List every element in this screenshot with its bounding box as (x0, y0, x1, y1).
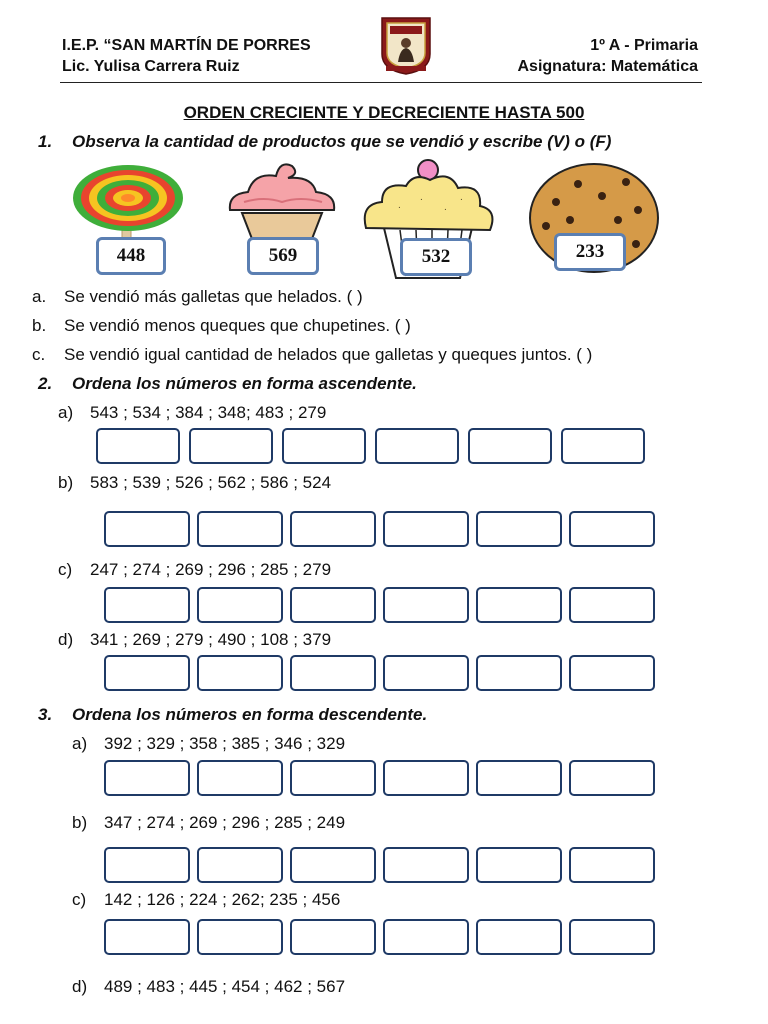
q2-b-numbers: 583 ; 539 ; 526 ; 562 ; 586 ; 524 (90, 473, 332, 492)
answer-box[interactable] (569, 919, 655, 955)
statement-b: Se vendió menos queques que chupetines. ( ) (64, 316, 411, 335)
answer-box[interactable] (197, 587, 283, 623)
q2-d-numbers: 341 ; 269 ; 279 ; 490 ; 108 ; 379 (90, 630, 332, 649)
svg-text:.: . (444, 202, 447, 213)
answer-box[interactable] (569, 760, 655, 796)
q3-b-answer-row (104, 847, 662, 883)
answer-box[interactable] (375, 428, 459, 464)
statement-c: Se vendió igual cantidad de helados que galletas y queques juntos. ( ) (64, 345, 593, 364)
q3-a-answer-row (104, 760, 662, 796)
answer-box[interactable] (290, 655, 376, 691)
q2-prompt: Ordena los números en forma ascendente. (72, 374, 417, 393)
q3-prompt: Ordena los números en forma descendente. (72, 705, 428, 724)
answer-box[interactable] (197, 760, 283, 796)
answer-box[interactable] (104, 760, 190, 796)
answer-box[interactable] (290, 760, 376, 796)
q3-number: 3. (38, 705, 53, 724)
q3-c-numbers: 142 ; 126 ; 224 ; 262; 235 ; 456 (104, 890, 341, 909)
school-crest-icon (378, 14, 434, 76)
ice-cream-count: 569 (247, 237, 319, 275)
answer-box[interactable] (383, 511, 469, 547)
answer-box[interactable] (569, 511, 655, 547)
answer-box[interactable] (383, 847, 469, 883)
answer-box[interactable] (383, 919, 469, 955)
q3-d-numbers: 489 ; 483 ; 445 ; 454 ; 462 ; 567 (104, 977, 346, 996)
q3-b-letter: b) (72, 813, 88, 832)
subject-label: Asignatura: Matemática (517, 58, 698, 75)
answer-box[interactable] (104, 919, 190, 955)
answer-box[interactable] (282, 428, 366, 464)
statement-a-letter: a. (32, 287, 47, 306)
answer-box[interactable] (476, 847, 562, 883)
cookie-count: 233 (554, 233, 626, 271)
q2-a-answer-row (96, 428, 654, 464)
q2-c-numbers: 247 ; 274 ; 269 ; 296 ; 285 ; 279 (90, 560, 332, 579)
answer-box[interactable] (476, 760, 562, 796)
q1-prompt: Observa la cantidad de productos que se vendió y escribe (V) o (F) (72, 132, 612, 151)
answer-box[interactable] (476, 587, 562, 623)
answer-box[interactable] (476, 511, 562, 547)
answer-box[interactable] (561, 428, 645, 464)
answer-box[interactable] (383, 587, 469, 623)
answer-box[interactable] (104, 655, 190, 691)
teacher-name: Lic. Yulisa Carrera Ruiz (62, 58, 240, 75)
school-name: I.E.P. “SAN MARTÍN DE PORRES (62, 37, 311, 54)
q2-c-letter: c) (58, 560, 73, 579)
q2-c-answer-row (104, 587, 662, 623)
answer-box[interactable] (290, 919, 376, 955)
q3-a-numbers: 392 ; 329 ; 358 ; 385 ; 346 ; 329 (104, 734, 346, 753)
answer-box[interactable] (197, 919, 283, 955)
q2-b-letter: b) (58, 473, 74, 492)
svg-text:.: . (460, 192, 463, 203)
statement-c-letter: c. (32, 345, 46, 364)
header-rule (60, 82, 702, 83)
q3-a-letter: a) (72, 734, 88, 753)
answer-box[interactable] (189, 428, 273, 464)
answer-box[interactable] (104, 511, 190, 547)
svg-text:.: . (420, 192, 423, 203)
answer-box[interactable] (197, 655, 283, 691)
q2-d-letter: d) (58, 630, 74, 649)
answer-box[interactable] (104, 587, 190, 623)
answer-box[interactable] (476, 655, 562, 691)
answer-box[interactable] (569, 587, 655, 623)
answer-box[interactable] (290, 587, 376, 623)
q2-number: 2. (38, 374, 53, 393)
answer-box[interactable] (290, 847, 376, 883)
ice-cream-icon (224, 158, 340, 244)
answer-box[interactable] (96, 428, 180, 464)
page-title: ORDEN CRECIENTE Y DECRECIENTE HASTA 500 (183, 103, 585, 122)
answer-box[interactable] (197, 511, 283, 547)
statement-b-letter: b. (32, 316, 47, 335)
q2-a-numbers: 543 ; 534 ; 384 ; 348; 483 ; 279 (90, 403, 327, 422)
answer-box[interactable] (383, 760, 469, 796)
q2-d-answer-row (104, 655, 662, 691)
q3-b-numbers: 347 ; 274 ; 269 ; 296 ; 285 ; 249 (104, 813, 346, 832)
grade-label: 1º A - Primaria (590, 37, 698, 54)
svg-text:.: . (398, 200, 401, 211)
q3-c-answer-row (104, 919, 662, 955)
answer-box[interactable] (104, 847, 190, 883)
q1-number: 1. (38, 132, 53, 151)
answer-box[interactable] (476, 919, 562, 955)
q3-d-letter: d) (72, 977, 88, 996)
answer-box[interactable] (197, 847, 283, 883)
q2-b-answer-row (104, 511, 662, 547)
q2-a-letter: a) (58, 403, 74, 422)
lollipop-count: 448 (96, 237, 166, 275)
statement-a: Se vendió más galletas que helados. ( ) (64, 287, 363, 306)
answer-box[interactable] (569, 847, 655, 883)
answer-box[interactable] (290, 511, 376, 547)
cupcake-count: 532 (400, 238, 472, 276)
q3-c-letter: c) (72, 890, 87, 909)
answer-box[interactable] (569, 655, 655, 691)
answer-box[interactable] (468, 428, 552, 464)
answer-box[interactable] (383, 655, 469, 691)
